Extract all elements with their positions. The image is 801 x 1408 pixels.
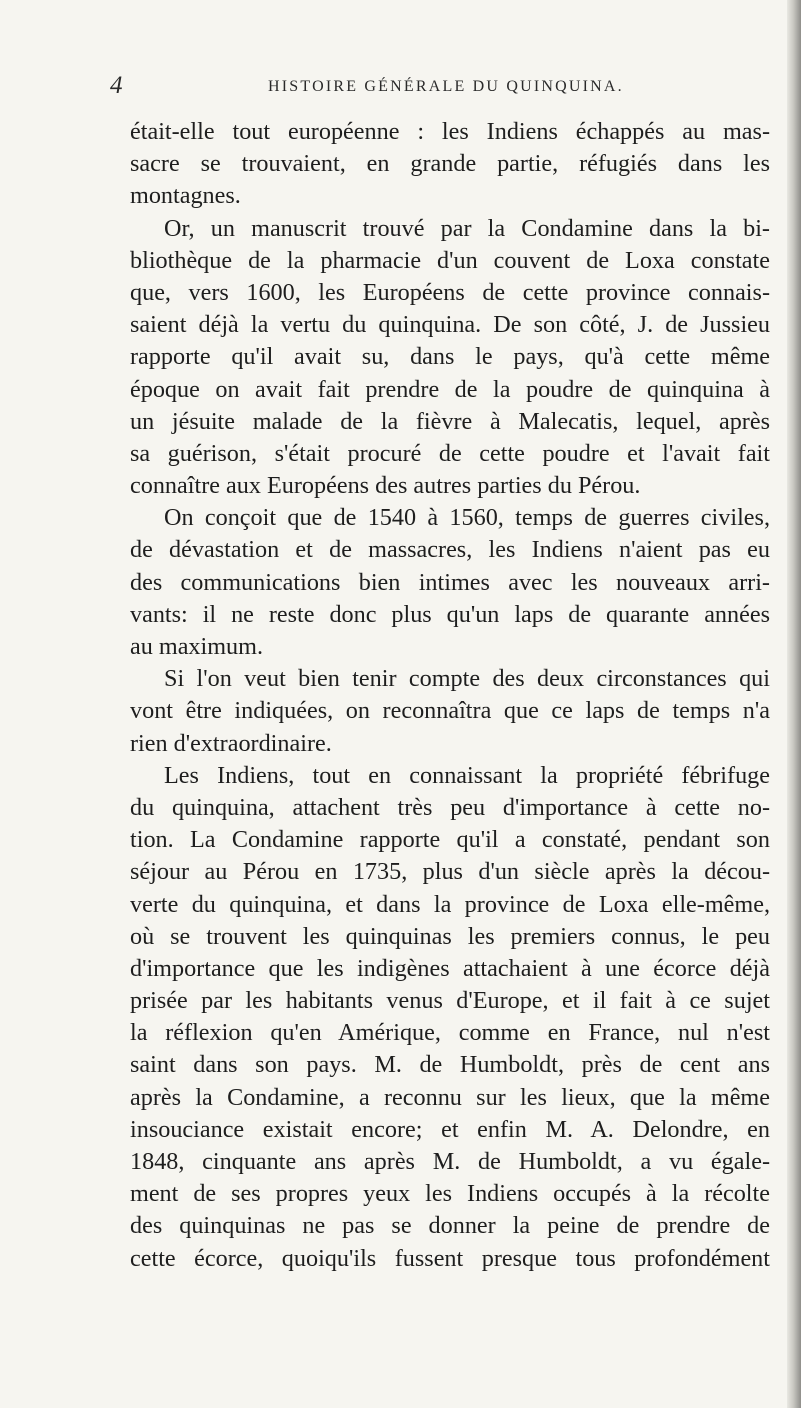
text-line: après la Condamine, a reconnu sur les lieux, que la même — [130, 1083, 770, 1111]
text-line: saient déjà la vertu du quinquina. De son côté, J. de Jussieu — [130, 311, 770, 339]
text-line: prisée par les habitants venus d'Europe, et il fait à ce sujet — [130, 987, 770, 1015]
running-title: HISTOIRE GÉNÉRALE DU QUINQUINA. — [268, 78, 624, 95]
text-line: que, vers 1600, les Européens de cette province connais- — [130, 278, 770, 306]
text-line: au maximum. — [130, 633, 264, 660]
text-line: la réflexion qu'en Amérique, comme en France, nul n'est — [130, 1019, 770, 1047]
text-line: bliothèque de la pharmacie d'un couvent de Loxa constate — [130, 246, 770, 274]
page-edge-shadow — [787, 0, 801, 1408]
text-line: un jésuite malade de la fièvre à Malecatis, lequel, après — [130, 407, 770, 435]
page-header — [110, 72, 710, 104]
text-line: connaître aux Européens des autres parties du Pérou. — [130, 472, 641, 500]
text-line: époque on avait fait prendre de la poudre de quinquina à — [130, 375, 770, 403]
text-line: verte du quinquina, et dans la province de Loxa elle-même, — [130, 890, 770, 918]
text-line: cette écorce, quoiqu'ils fussent presque tous profondément — [130, 1244, 770, 1272]
text-line: sa guérison, s'était procuré de cette poudre et l'avait fait — [130, 439, 770, 467]
text-line: des communications bien intimes avec les nouveaux arri- — [130, 568, 770, 596]
text-line: Si l'on veut bien tenir compte des deux circonstances qui — [164, 665, 770, 693]
text-line: rapporte qu'il avait su, dans le pays, qu'à cette même — [130, 343, 770, 371]
text-line: du quinquina, attachent très peu d'importance à cette no- — [130, 793, 770, 821]
body-text — [130, 116, 770, 1275]
text-line: où se trouvent les quinquinas les premiers connus, le peu — [130, 922, 770, 950]
text-line: On conçoit que de 1540 à 1560, temps de guerres civiles, — [164, 504, 770, 532]
text-line: montagnes. — [130, 182, 241, 210]
text-line: ment de ses propres yeux les Indiens occupés à la récolte — [130, 1180, 770, 1208]
text-line: 1848, cinquante ans après M. de Humboldt, a vu égale- — [130, 1148, 770, 1175]
text-line: sacre se trouvaient, en grande partie, réfugiés dans les — [130, 150, 770, 178]
text-line: était-elle tout européenne : les Indiens échappés au mas- — [130, 118, 770, 145]
text-line: de dévastation et de massacres, les Indiens n'aient pas eu — [130, 536, 770, 564]
page-number: 4 — [110, 72, 123, 99]
text-line: tion. La Condamine rapporte qu'il a constaté, pendant son — [130, 826, 770, 854]
text-line: Les Indiens, tout en connaissant la propriété fébrifuge — [164, 761, 770, 789]
text-line: Or, un manuscrit trouvé par la Condamine dans la bi- — [164, 214, 770, 242]
text-line: insouciance existait encore; et enfin M. A. Delondre, en — [130, 1115, 770, 1143]
text-line: d'importance que les indigènes attachaient à une écorce déjà — [130, 954, 770, 982]
text-line: vants: il ne reste donc plus qu'un laps de quarante années — [130, 600, 770, 628]
text-line: rien d'extraordinaire. — [130, 729, 332, 757]
text-line: séjour au Pérou en 1735, plus d'un siècle après la décou- — [130, 858, 770, 886]
text-line: saint dans son pays. M. de Humboldt, près de cent ans — [130, 1051, 770, 1079]
text-line: vont être indiquées, on reconnaîtra que ce laps de temps n'a — [130, 697, 770, 725]
text-line: des quinquinas ne pas se donner la peine de prendre de — [130, 1212, 770, 1240]
